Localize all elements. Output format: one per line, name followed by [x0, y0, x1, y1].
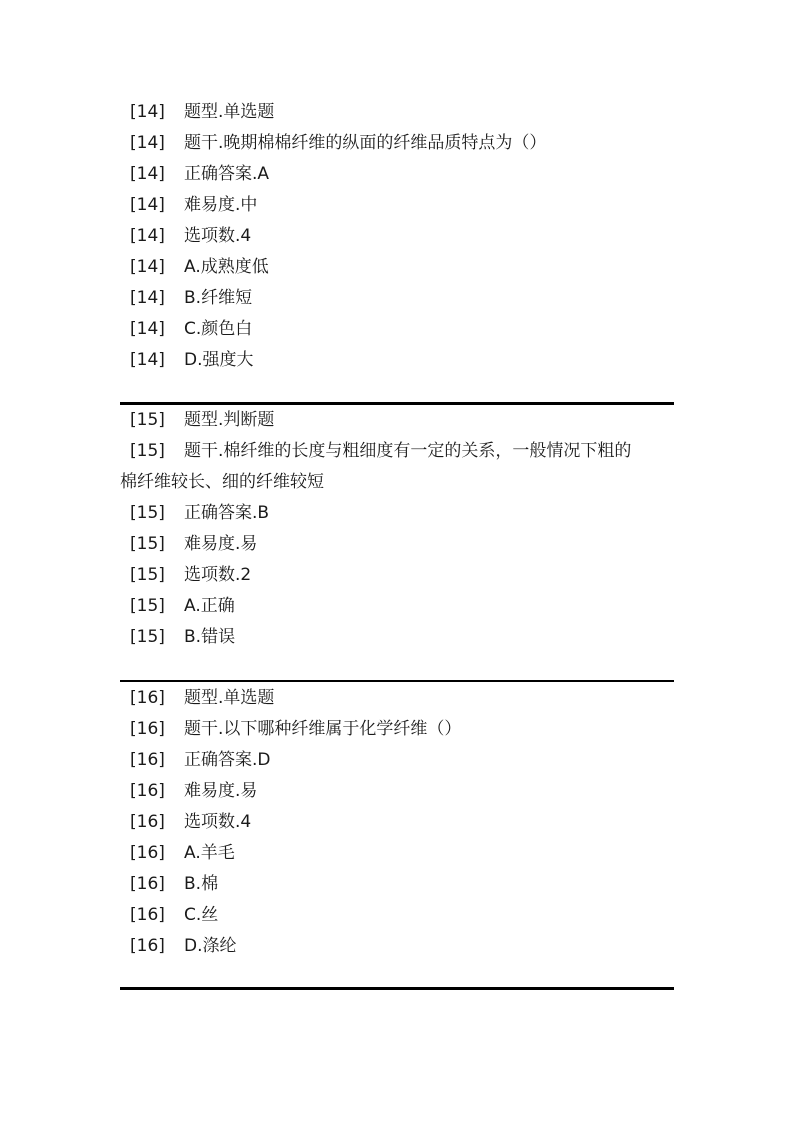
- difficulty: 难易度.易: [184, 781, 258, 801]
- question-number: [16]: [130, 750, 165, 770]
- question-stem: 题干.棉纤维的长度与粗细度有一定的关系，一般情况下粗的: [184, 441, 632, 461]
- option-count: 选项数.4: [184, 812, 252, 832]
- question-line: [120, 900, 674, 931]
- separator-rule: [120, 987, 674, 990]
- question-line: [120, 714, 674, 745]
- option-a: A.成熟度低: [184, 257, 269, 277]
- question-line: [120, 97, 674, 128]
- question-line: [120, 931, 674, 962]
- question-number: [15]: [130, 565, 165, 585]
- option-d: D.强度大: [184, 350, 254, 370]
- option-b: B.棉: [184, 874, 219, 894]
- option-count: 选项数.2: [184, 565, 252, 585]
- question-line: [120, 622, 674, 653]
- question-line: [120, 283, 674, 314]
- option-b: B.错误: [184, 627, 236, 647]
- question-number: [15]: [130, 534, 165, 554]
- option-a: A.羊毛: [184, 843, 235, 863]
- question-stem: 题干.晚期棉棉纤维的纵面的纤维品质特点为（）: [184, 133, 547, 153]
- question-number: [14]: [130, 195, 165, 215]
- option-count: 选项数.4: [184, 226, 252, 246]
- question-number: [14]: [130, 288, 165, 308]
- question-line: [120, 838, 674, 869]
- question-type: 题型.单选题: [184, 688, 275, 708]
- separator-rule: [120, 680, 674, 682]
- option-c: C.颜色白: [184, 319, 253, 339]
- question-number: [16]: [130, 874, 165, 894]
- option-d: D.涤纶: [184, 936, 237, 956]
- question-line: [120, 252, 674, 283]
- option-b: B.纤维短: [184, 288, 253, 308]
- question-number: [16]: [130, 688, 165, 708]
- question-block-14: [120, 97, 674, 376]
- question-number: [16]: [130, 719, 165, 739]
- question-number: [14]: [130, 102, 165, 122]
- question-number: [15]: [130, 410, 165, 430]
- question-line: [120, 807, 674, 838]
- option-a: A.正确: [184, 596, 235, 616]
- question-number: [15]: [130, 441, 165, 461]
- correct-answer: 正确答案.A: [184, 164, 270, 184]
- question-line: [120, 683, 674, 714]
- question-number: [14]: [130, 350, 165, 370]
- question-number: [14]: [130, 257, 165, 277]
- question-number: [16]: [130, 905, 165, 925]
- correct-answer: 正确答案.B: [184, 503, 270, 523]
- question-number: [15]: [130, 627, 165, 647]
- question-stem: 题干.以下哪种纤维属于化学纤维（）: [184, 719, 462, 739]
- difficulty: 难易度.易: [184, 534, 258, 554]
- question-number: [16]: [130, 781, 165, 801]
- question-line: [120, 591, 674, 622]
- question-block-15: [120, 405, 674, 653]
- question-line: [120, 221, 674, 252]
- difficulty: 难易度.中: [184, 195, 258, 215]
- correct-answer: 正确答案.D: [184, 750, 271, 770]
- question-line: [120, 776, 674, 807]
- question-line: [120, 436, 674, 498]
- question-number: [15]: [130, 503, 165, 523]
- question-number: [14]: [130, 133, 165, 153]
- question-line: [120, 405, 674, 436]
- question-line: [120, 314, 674, 345]
- question-number: [14]: [130, 164, 165, 184]
- question-line: [120, 498, 674, 529]
- question-line: [120, 128, 674, 159]
- question-stem-continued: 棉纤维较长、细的纤维较短: [120, 472, 324, 492]
- option-c: C.丝: [184, 905, 219, 925]
- question-number: [16]: [130, 812, 165, 832]
- question-line: [120, 869, 674, 900]
- question-line: [120, 159, 674, 190]
- question-line: [120, 345, 674, 376]
- question-line: [120, 560, 674, 591]
- question-line: [120, 529, 674, 560]
- question-type: 题型.判断题: [184, 410, 275, 430]
- question-number: [16]: [130, 936, 165, 956]
- question-number: [14]: [130, 319, 165, 339]
- question-number: [15]: [130, 596, 165, 616]
- question-block-16: [120, 683, 674, 962]
- question-line: [120, 190, 674, 221]
- question-number: [14]: [130, 226, 165, 246]
- question-line: [120, 745, 674, 776]
- question-type: 题型.单选题: [184, 102, 275, 122]
- question-number: [16]: [130, 843, 165, 863]
